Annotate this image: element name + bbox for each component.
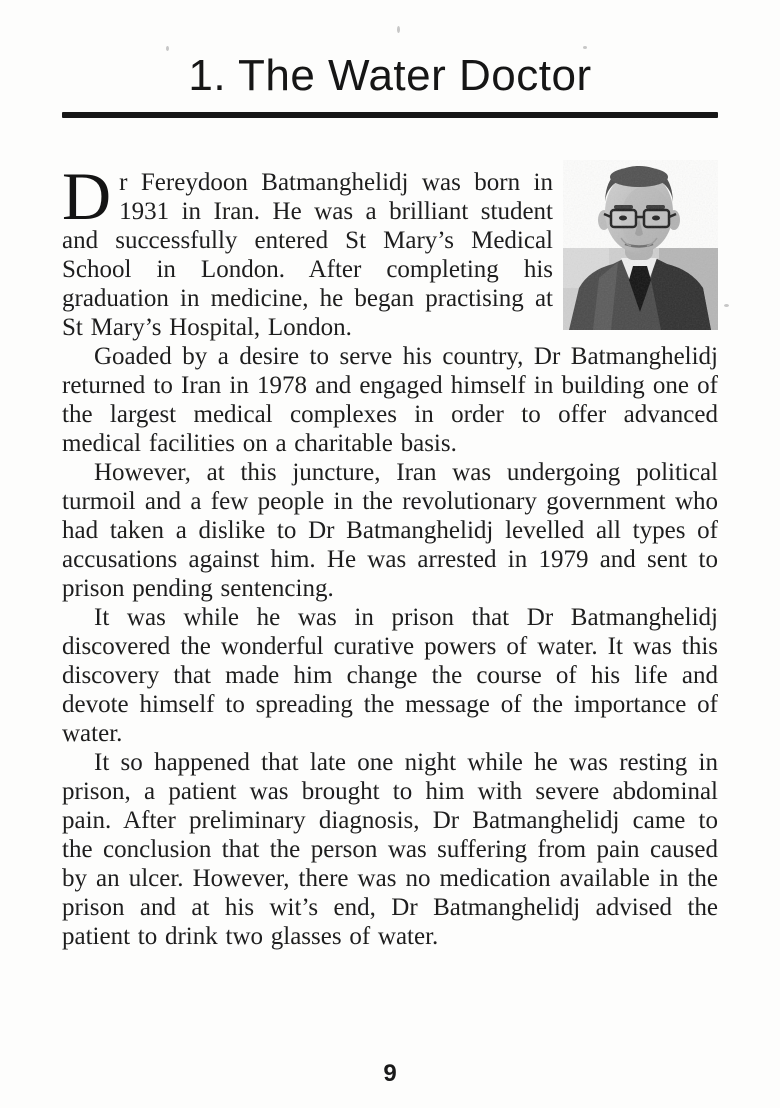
page-content (62, 157, 718, 951)
title-rule (62, 112, 718, 118)
eye (619, 215, 627, 220)
paragraph: Goaded by a desire to serve his country, Dr Batmanghelidj returned to Iran in 1978 and engaged himself in building one of the largest medical complexes in order to offer advanced medical facilities on a charitable basis. (62, 342, 718, 457)
eyebrow (614, 205, 633, 209)
chapter-title: 1. The Water Doctor (188, 51, 592, 100)
drop-cap: D (62, 157, 112, 234)
paragraph: However, at this juncture, Iran was undergoing political turmoil and a few people in the revolutionary government who had taken a dislike to Dr Batmanghelidj levelled all types of accusations against him. He was arrested in 1979 and sent to prison pending sentencing. (62, 458, 718, 602)
page-number: 9 (383, 1060, 397, 1087)
eye (652, 215, 660, 220)
portrait-photo (563, 160, 718, 330)
portrait-photo-image (563, 160, 718, 330)
paragraph-text: r Fereydoon Batmanghelidj was born in 1931 in Iran. He was a brilliant student and successfully entered St Mary’s Medical School in London. After completing his graduation in medicine, he began practising at St Mary’s Hospital, London. (62, 168, 553, 341)
paragraph: It so happened that late one night while he was resting in prison, a patient was brought to him with severe abdominal pain. After preliminary diagnosis, Dr Batmanghelidj came to the conclusion that the person was suffering from pain caused by an ulcer. However, there was no medication available in the prison and at his wit’s end, Dr Batmanghelidj advised the patient to drink two glasses of water. (62, 748, 718, 950)
scan-speck (397, 26, 400, 33)
scan-speck (166, 46, 169, 51)
scan-speck (583, 46, 587, 49)
scan-speck (724, 304, 729, 307)
eyebrow (646, 205, 665, 209)
paragraph: It was while he was in prison that Dr Batmanghelidj discovered the wonderful curative powers of water. It was this discovery that made him change the course of his life and devote himself to spreading the message of the importance of water. (62, 603, 718, 747)
